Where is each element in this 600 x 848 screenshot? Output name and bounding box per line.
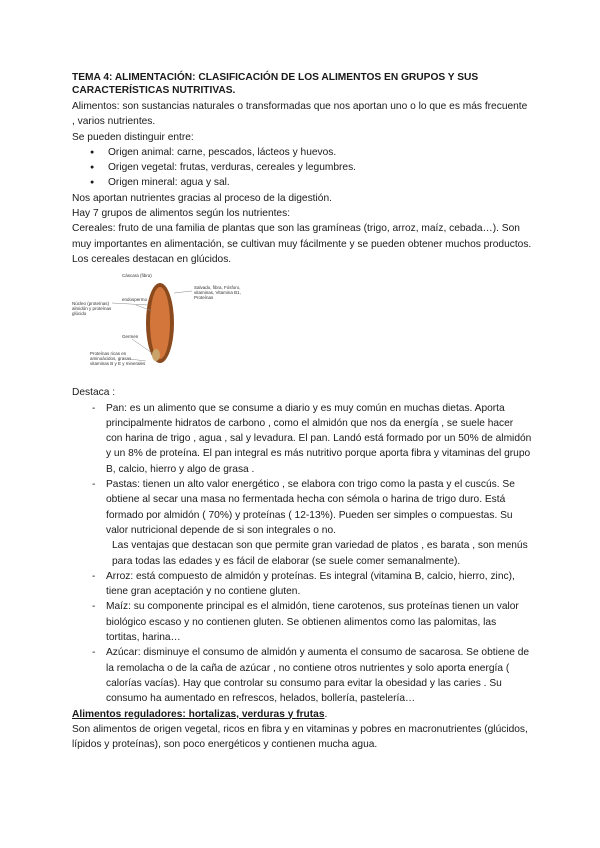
intro-paragraph: Alimentos: son sustancias naturales o transformadas que nos aportan uno o lo que es más frecuente , varios nutrientes. xyxy=(72,101,528,128)
document-title: TEMA 4: ALIMENTACIÓN: CLASIFICACIÓN DE LOS ALIMENTOS EN GRUPOS Y SUS CARACTERÍSTICAS NUTRITIVAS. xyxy=(72,72,479,96)
section-title-text: Alimentos reguladores: hortalizas, verduras y frutas xyxy=(72,708,325,720)
list-item: ● Origen mineral: agua y sal. xyxy=(72,175,532,190)
origin-list xyxy=(72,145,532,191)
list-item: - Pan: es un alimento que se consume a diario y es muy común en muchas dietas. Aporta principalmente hidratos de carbono , como el almidón que nos da energía , se suele hacer con harina de trigo , agua , sal y levadura. El pan. Landó está formado por un 50% de almidón y un 8% de proteína. El pan integral es más nutritivo porque aporta fibra y vitaminas del grupo B, calcio, hierro y algo de grasa . xyxy=(72,401,532,477)
grain-germ-shape xyxy=(152,349,160,361)
destaca-heading: Destaca : xyxy=(72,387,116,399)
figure-label-top: Cáscara (fibra) xyxy=(122,273,152,279)
figure-label-bottom: Proteínas ricas en aminoácidos, grasas vitaminas B y E y minerales xyxy=(90,351,146,367)
figure-label-germ: Germen xyxy=(122,334,139,340)
list-item: - Arroz: está compuesto de almidón y proteínas. Es integral (vitamina B, calcio, hierro, zinc), tiene gran aceptación y no contiene gluten. xyxy=(72,569,532,600)
list-item xyxy=(72,477,532,569)
pastas-extra: Las ventajas que destacan son que permite gran variedad de platos , es barata , son menús para todas las edades y es fácil de elaborar (se suele comer semanalmente). xyxy=(112,540,528,567)
groups-line: Hay 7 grupos de alimentos según los nutrientes: xyxy=(72,208,291,220)
figure-label-mid: endospermo xyxy=(122,297,148,303)
grain-endosperm-shape xyxy=(150,287,170,359)
figure-label-left: Núcleo (proteínas) almidón y proteínas glúcido xyxy=(72,301,112,317)
cereales-paragraph: Cereales: fruto de una familia de plantas que son las gramíneas (trigo, arroz, maíz, cebada…). Son muy importantes en alimentación, se cultivan muy fácilmente y se pueden obtener muchos productos. Los cereales destacan en glúcidos. xyxy=(72,223,532,265)
distinguish-line: Se pueden distinguir entre: xyxy=(72,131,194,143)
list-item: ● Origen vegetal: frutas, verduras, cereales y legumbres. xyxy=(72,160,532,175)
list-item: ● Origen animal: carne, pescados, lácteos y huevos. xyxy=(72,145,532,160)
document-page xyxy=(72,71,532,752)
nutrients-line: Nos aportan nutrientes gracias al proceso de la digestión. xyxy=(72,192,332,204)
figure-label-right: Salvado, fibra, Fósforo, vitaminas, Vitamina B1, Proteínas xyxy=(194,285,241,301)
grain-diagram xyxy=(72,271,272,375)
list-item: - Maíz: su componente principal es el almidón, tiene carotenos, sus proteínas tienen un valor biológico escaso y no contienen gluten. Se obtienen alimentos como las palomitas, las tortitas, harina… xyxy=(72,599,532,645)
list-item-text: Pastas: tienen un alto valor energético , se elabora con trigo como la pasta y el cuscús. Se obtiene al secar una masa no fermentada hecha con sémola o harina de trigo duro. Está formado por almidón ( 70%) y proteínas ( 12-13%). Pueden ser simples o compuestas. Su valor nutricional depende de si son integrales o no. xyxy=(106,479,515,536)
section-paragraph: Son alimentos de origen vegetal, ricos en fibra y en vitaminas y pobres en macronutrientes (glúcidos, lípidos y proteínas), son poco energéticos y contienen mucha agua. xyxy=(72,723,528,751)
food-list xyxy=(72,401,532,707)
section-title: Alimentos reguladores: hortalizas, verduras y frutas. xyxy=(72,708,328,720)
list-item: - Azúcar: disminuye el consumo de almidón y aumenta el consumo de sacarosa. Se obtiene de la remolacha o de la caña de azúcar , no contiene otros nutrientes y solo aporta energía ( calorías vacías). Hay que controlar su consumo para evitar la obesidad y las caries . Su consumo ha aumentado en refrescos, helados, bollería, pastelería… xyxy=(72,645,532,706)
